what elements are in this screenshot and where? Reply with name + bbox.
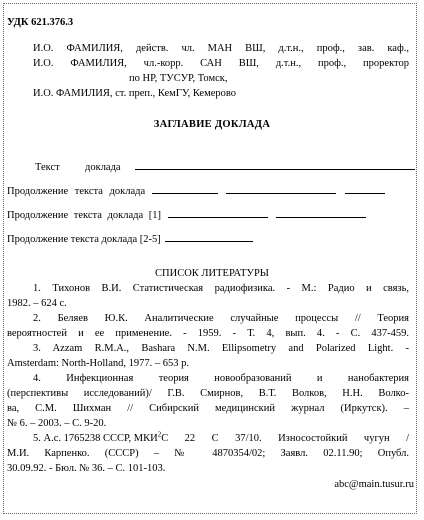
- ref-line-7: 4. Инфекционная теория новообразований и нанобактерия: [33, 373, 409, 384]
- ref5-superscript: 2: [157, 430, 162, 439]
- author-line-2: И.О. ФАМИЛИЯ, чл.-корр. САН ВШ, д.т.н., проф., проректор: [33, 58, 409, 69]
- body-text-word1: Текст: [35, 162, 60, 173]
- body-cont-3-text: Продолжение текста доклада [2-5]: [7, 234, 161, 245]
- body-text-word2: доклада: [85, 162, 121, 173]
- ref-line-3: 2. Беляев Ю.К. Аналитические случайные процессы // Теория: [33, 313, 409, 324]
- body-cont-3: [7, 232, 253, 247]
- contact-email[interactable]: abc@main.tusur.ru: [334, 479, 414, 490]
- ref-line-2: 1982. – 624 с.: [7, 298, 67, 309]
- ref-line-4: вероятностей и ее применение. - 1959. - Т. 4, вып. 4. - С. 437-459.: [7, 328, 409, 339]
- body-cont-1-text: Продолжение текста доклада: [7, 186, 146, 197]
- ref-line-10: № 6. – 2003. – С. 9-20.: [7, 418, 107, 429]
- ref-line-5: 3. Azzam R.M.A., Bashara N.M. Ellipsometry and Polarized Light. -: [33, 343, 409, 354]
- references-heading: СПИСОК ЛИТЕРАТУРЫ: [155, 268, 269, 279]
- ref5-start: [33, 431, 161, 446]
- udk-code: УДК 621.376.3: [7, 17, 74, 28]
- ref-line-8: (перспективы исследований)/ Г.В. Смирнов, В.Т. Волков, Н.Н. Волко-: [7, 388, 409, 399]
- ref5-text-b: С 22 С 37/10. Износостойкий чугун /: [161, 433, 409, 444]
- ref-line-11: [33, 431, 409, 446]
- blank-line-1: [135, 160, 415, 175]
- ref-line-12: М.И. Карпенко. (СССР) – № 4870354/02; Заявл. 02.11.90; Опубл.: [7, 448, 409, 459]
- ref5-text-a: 5. А.с. 1765238 СССР, МКИ: [33, 433, 158, 444]
- report-title: ЗАГЛАВИЕ ДОКЛАДА: [153, 119, 271, 130]
- ref-line-6: Amsterdam: North-Holland, 1977. – 653 р.: [7, 358, 189, 369]
- body-cont-1: [7, 184, 385, 199]
- author-line-1: И.О. ФАМИЛИЯ, действ. чл. МАН ВШ, д.т.н., проф., зав. каф.,: [33, 43, 409, 54]
- ref-line-1: 1. Тихонов В.И. Статистическая радиофизика. - М.: Радио и связь,: [33, 283, 409, 294]
- ref-line-13: 30.09.92. - Бюл. № 36. – С. 101-103.: [7, 463, 166, 474]
- body-cont-2: [7, 208, 366, 223]
- body-cont-2-text: Продолжение текста доклада [1]: [7, 210, 161, 221]
- author-line-3: по НР, ТУСУР, Томск,: [129, 73, 228, 84]
- ref-line-9: ва, С.М. Шихман // Сибирский медицинский журнал (Иркутск). –: [7, 403, 409, 414]
- author-line-4: И.О. ФАМИЛИЯ, ст. преп., КемГУ, Кемерово: [33, 88, 237, 99]
